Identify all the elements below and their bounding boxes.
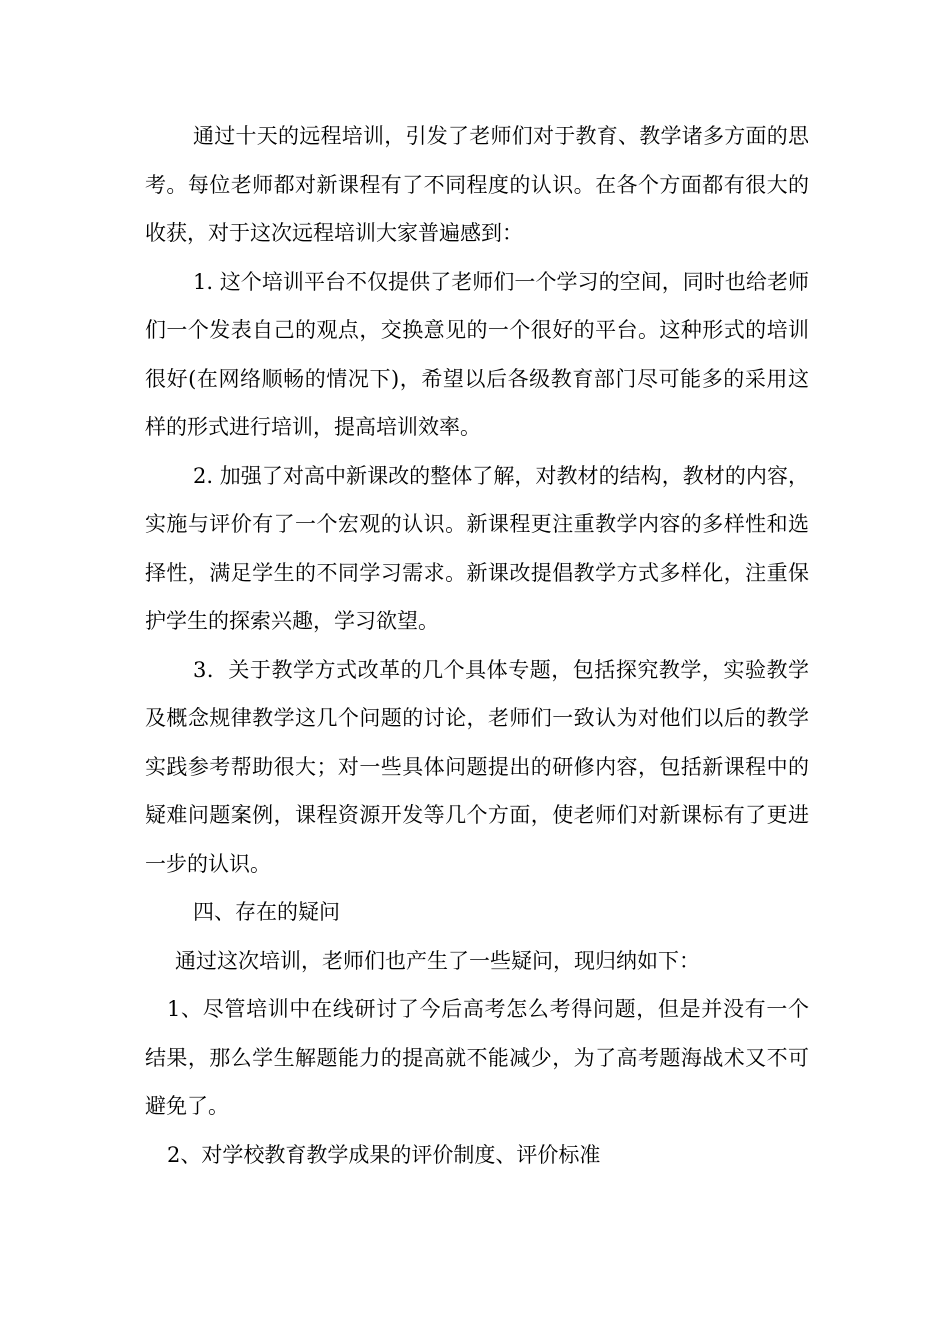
point-2-paragraph: 2. 加强了对高中新课改的整体了解，对教材的结构，教材的内容，实施与评价有了一个宏观的认识。新课程更注重教学内容的多样性和选择性，满足学生的不同学习需求。新课改提倡教学方式多样化，注重保护学生的探索兴趣，学习欲望。 (145, 463, 809, 633)
questions-intro-paragraph: 通过这次培训，老师们也产生了一些疑问，现归纳如下： (175, 948, 700, 973)
document-body (145, 112, 809, 1179)
question-2-paragraph: 2、对学校教育教学成果的评价制度、评价标准 (167, 1142, 601, 1167)
intro-paragraph: 通过十天的远程培训，引发了老师们对于教育、教学诸多方面的思考。每位老师都对新课程有了不同程度的认识。在各个方面都有很大的收获，对于这次远程培训大家普遍感到： (145, 124, 809, 245)
point-1-paragraph: 1. 这个培训平台不仅提供了老师们一个学习的空间，同时也给老师们一个发表自己的观点，交换意见的一个很好的平台。这种形式的培训很好(在网络顺畅的情况下)，希望以后各级教育部门尽可能多的采用这样的形式进行培训，提高培训效率。 (145, 269, 809, 439)
question-1-paragraph: 1、尽管培训中在线研讨了今后高考怎么考得问题，但是并没有一个结果，那么学生解题能力的提高就不能减少，为了高考题海战术又不可避免了。 (145, 997, 809, 1118)
section-heading: 四、存在的疑问 (193, 900, 340, 924)
point-3-paragraph: 3．关于教学方式改革的几个具体专题，包括探究教学，实验教学及概念规律教学这几个问题的讨论，老师们一致认为对他们以后的教学实践参考帮助很大；对一些具体问题提出的研修内容，包括新课程中的疑难问题案例，课程资源开发等几个方面，使老师们对新课标有了更进一步的认识。 (145, 657, 809, 876)
